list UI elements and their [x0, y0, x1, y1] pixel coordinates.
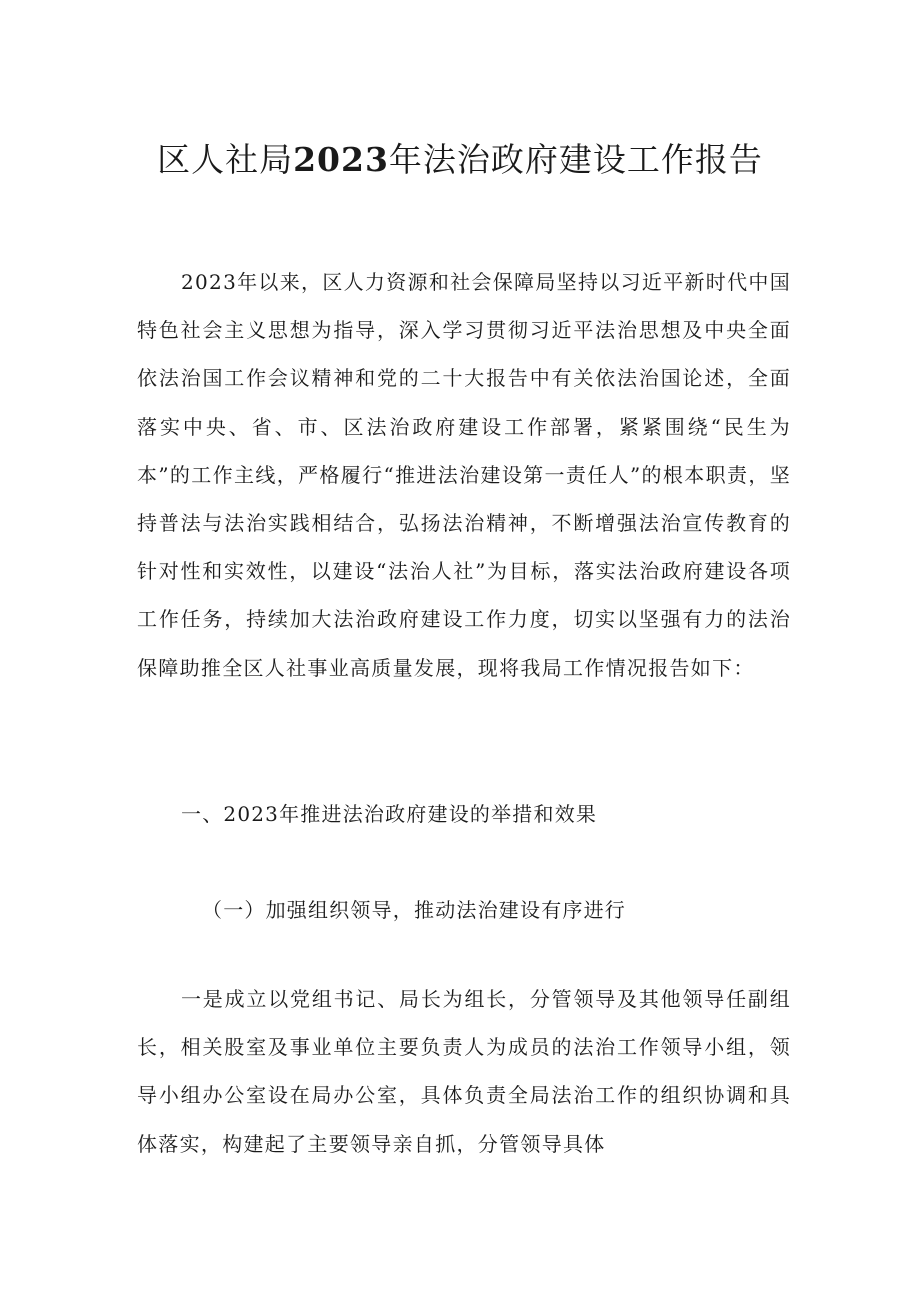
section-paragraph: 一是成立以党组书记、局长为组长，分管领导及其他领导任副组长，相关股室及事业单位主要负责人为成员的法治工作领导小组，领导小组办公室设在局办公室，具体负责全局法治工作的组织协调和具体落实，构建起了主要领导亲自抓，分管领导具体 — [137, 987, 791, 1156]
subsection-heading: （一）加强组织领导，推动法治建设有序进行 — [202, 898, 626, 922]
title-prefix: 区人社局 — [157, 140, 294, 179]
title-suffix: 年法治政府建设工作报告 — [388, 140, 763, 179]
title-year: 2023 — [293, 140, 389, 179]
document-title — [0, 138, 920, 182]
intro-paragraph: 2023年以来，区人力资源和社会保障局坚持以习近平新时代中国特色社会主义思想为指导，深入学习贯彻习近平法治思想及中央全面依法治国工作会议精神和党的二十大报告中有关依法治国论述，全面落实中央、省、市、区法治政府建设工作部署，紧紧围绕“民生为本”的工作主线，严格履行“推进法治建设第一责任人”的根本职责，坚持普法与法治实践相结合，弘扬法治精神，不断增强法治宣传教育的针对性和实效性，以建设“法治人社”为目标，落实法治政府建设各项工作任务，持续加大法治政府建设工作力度，切实以坚强有力的法治保障助推全区人社事业高质量发展，现将我局工作情况报告如下： — [137, 270, 791, 680]
section-heading: 一、2023年推进法治政府建设的举措和效果 — [181, 802, 598, 826]
